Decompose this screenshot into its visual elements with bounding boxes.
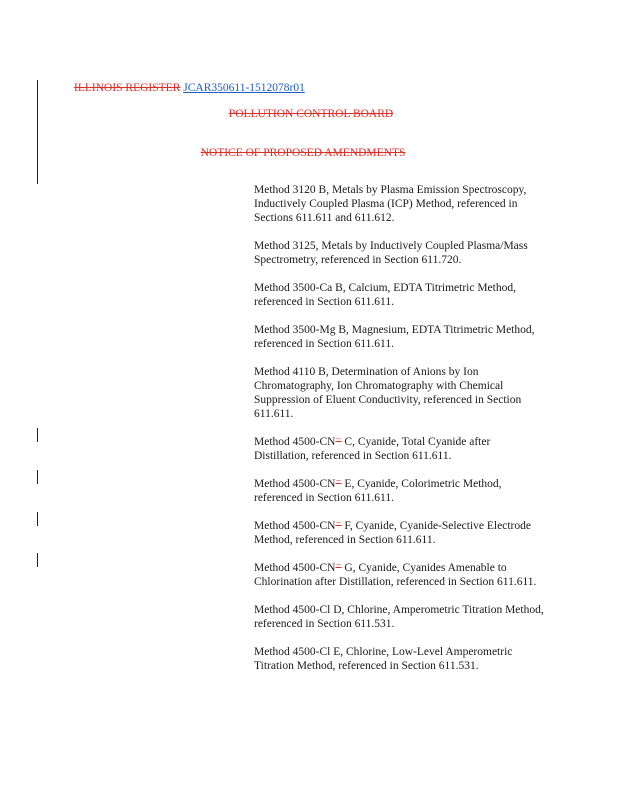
jcar-code: JCAR350611-1512078r01 (183, 82, 305, 94)
method-prefix: Method 4500-CN (254, 436, 336, 448)
change-bar (37, 470, 38, 484)
struck-mark: ⁻ (335, 478, 342, 490)
list-item: Method 3500-Mg B, Magnesium, EDTA Titrimetric Method, referenced in Section 611.611. (254, 324, 535, 350)
list-item: Method 3500-Ca B, Calcium, EDTA Titrimetric Method, referenced in Section 611.611. (254, 282, 516, 308)
list-item: Method 4500-Cl D, Chlorine, Amperometric Titration Method, referenced in Section 611.531. (254, 604, 544, 630)
method-prefix: Method 4500-CN (254, 520, 336, 532)
list-item: Method 4110 B, Determination of Anions by Ion Chromatography, Ion Chromatography with Chemical Suppression of Eluent Conductivity, referenced in Section 611.611. (254, 366, 522, 420)
struck-mark: ⁻ (335, 520, 342, 532)
change-bar (37, 428, 38, 442)
list-item: Method 3120 B, Metals by Plasma Emission Spectroscopy, Inductively Coupled Plasma (ICP) Method, referenced in Sections 611.611 and 611.612. (254, 184, 527, 224)
notice-title: NOTICE OF PROPOSED AMENDMENTS (200, 147, 406, 159)
list-item (254, 477, 546, 505)
method-rest: E, Cyanide, Colorimetric Method, referenced in Section 611.611. (254, 478, 502, 504)
agency-title: POLLUTION CONTROL BOARD (228, 108, 394, 120)
method-prefix: Method 4500-CN (254, 562, 336, 574)
list-item: Method 4500-Cl E, Chlorine, Low-Level Amperometric Titration Method, referenced in Section 611.531. (254, 646, 513, 672)
running-header (74, 82, 305, 94)
register-label: ILLINOIS REGISTER (74, 82, 181, 94)
struck-mark: ⁻ (335, 436, 342, 448)
struck-mark: ⁻ (335, 562, 342, 574)
method-prefix: Method 4500-CN (254, 478, 336, 490)
list-item: Method 3125, Metals by Inductively Coupled Plasma/Mass Spectrometry, referenced in Section 611.720. (254, 240, 528, 266)
list-item (254, 435, 546, 463)
list-item (254, 561, 546, 589)
method-list (254, 183, 546, 687)
change-bar (37, 553, 38, 567)
change-bar (37, 80, 38, 184)
method-rest: F, Cyanide, Cyanide-Selective Electrode Method, referenced in Section 611.611. (254, 520, 531, 546)
method-rest: G, Cyanide, Cyanides Amenable to Chlorination after Distillation, referenced in Section 611.611. (254, 562, 537, 588)
method-rest: C, Cyanide, Total Cyanide after Distillation, referenced in Section 611.611. (254, 436, 491, 462)
change-bar (37, 512, 38, 526)
list-item (254, 519, 546, 547)
